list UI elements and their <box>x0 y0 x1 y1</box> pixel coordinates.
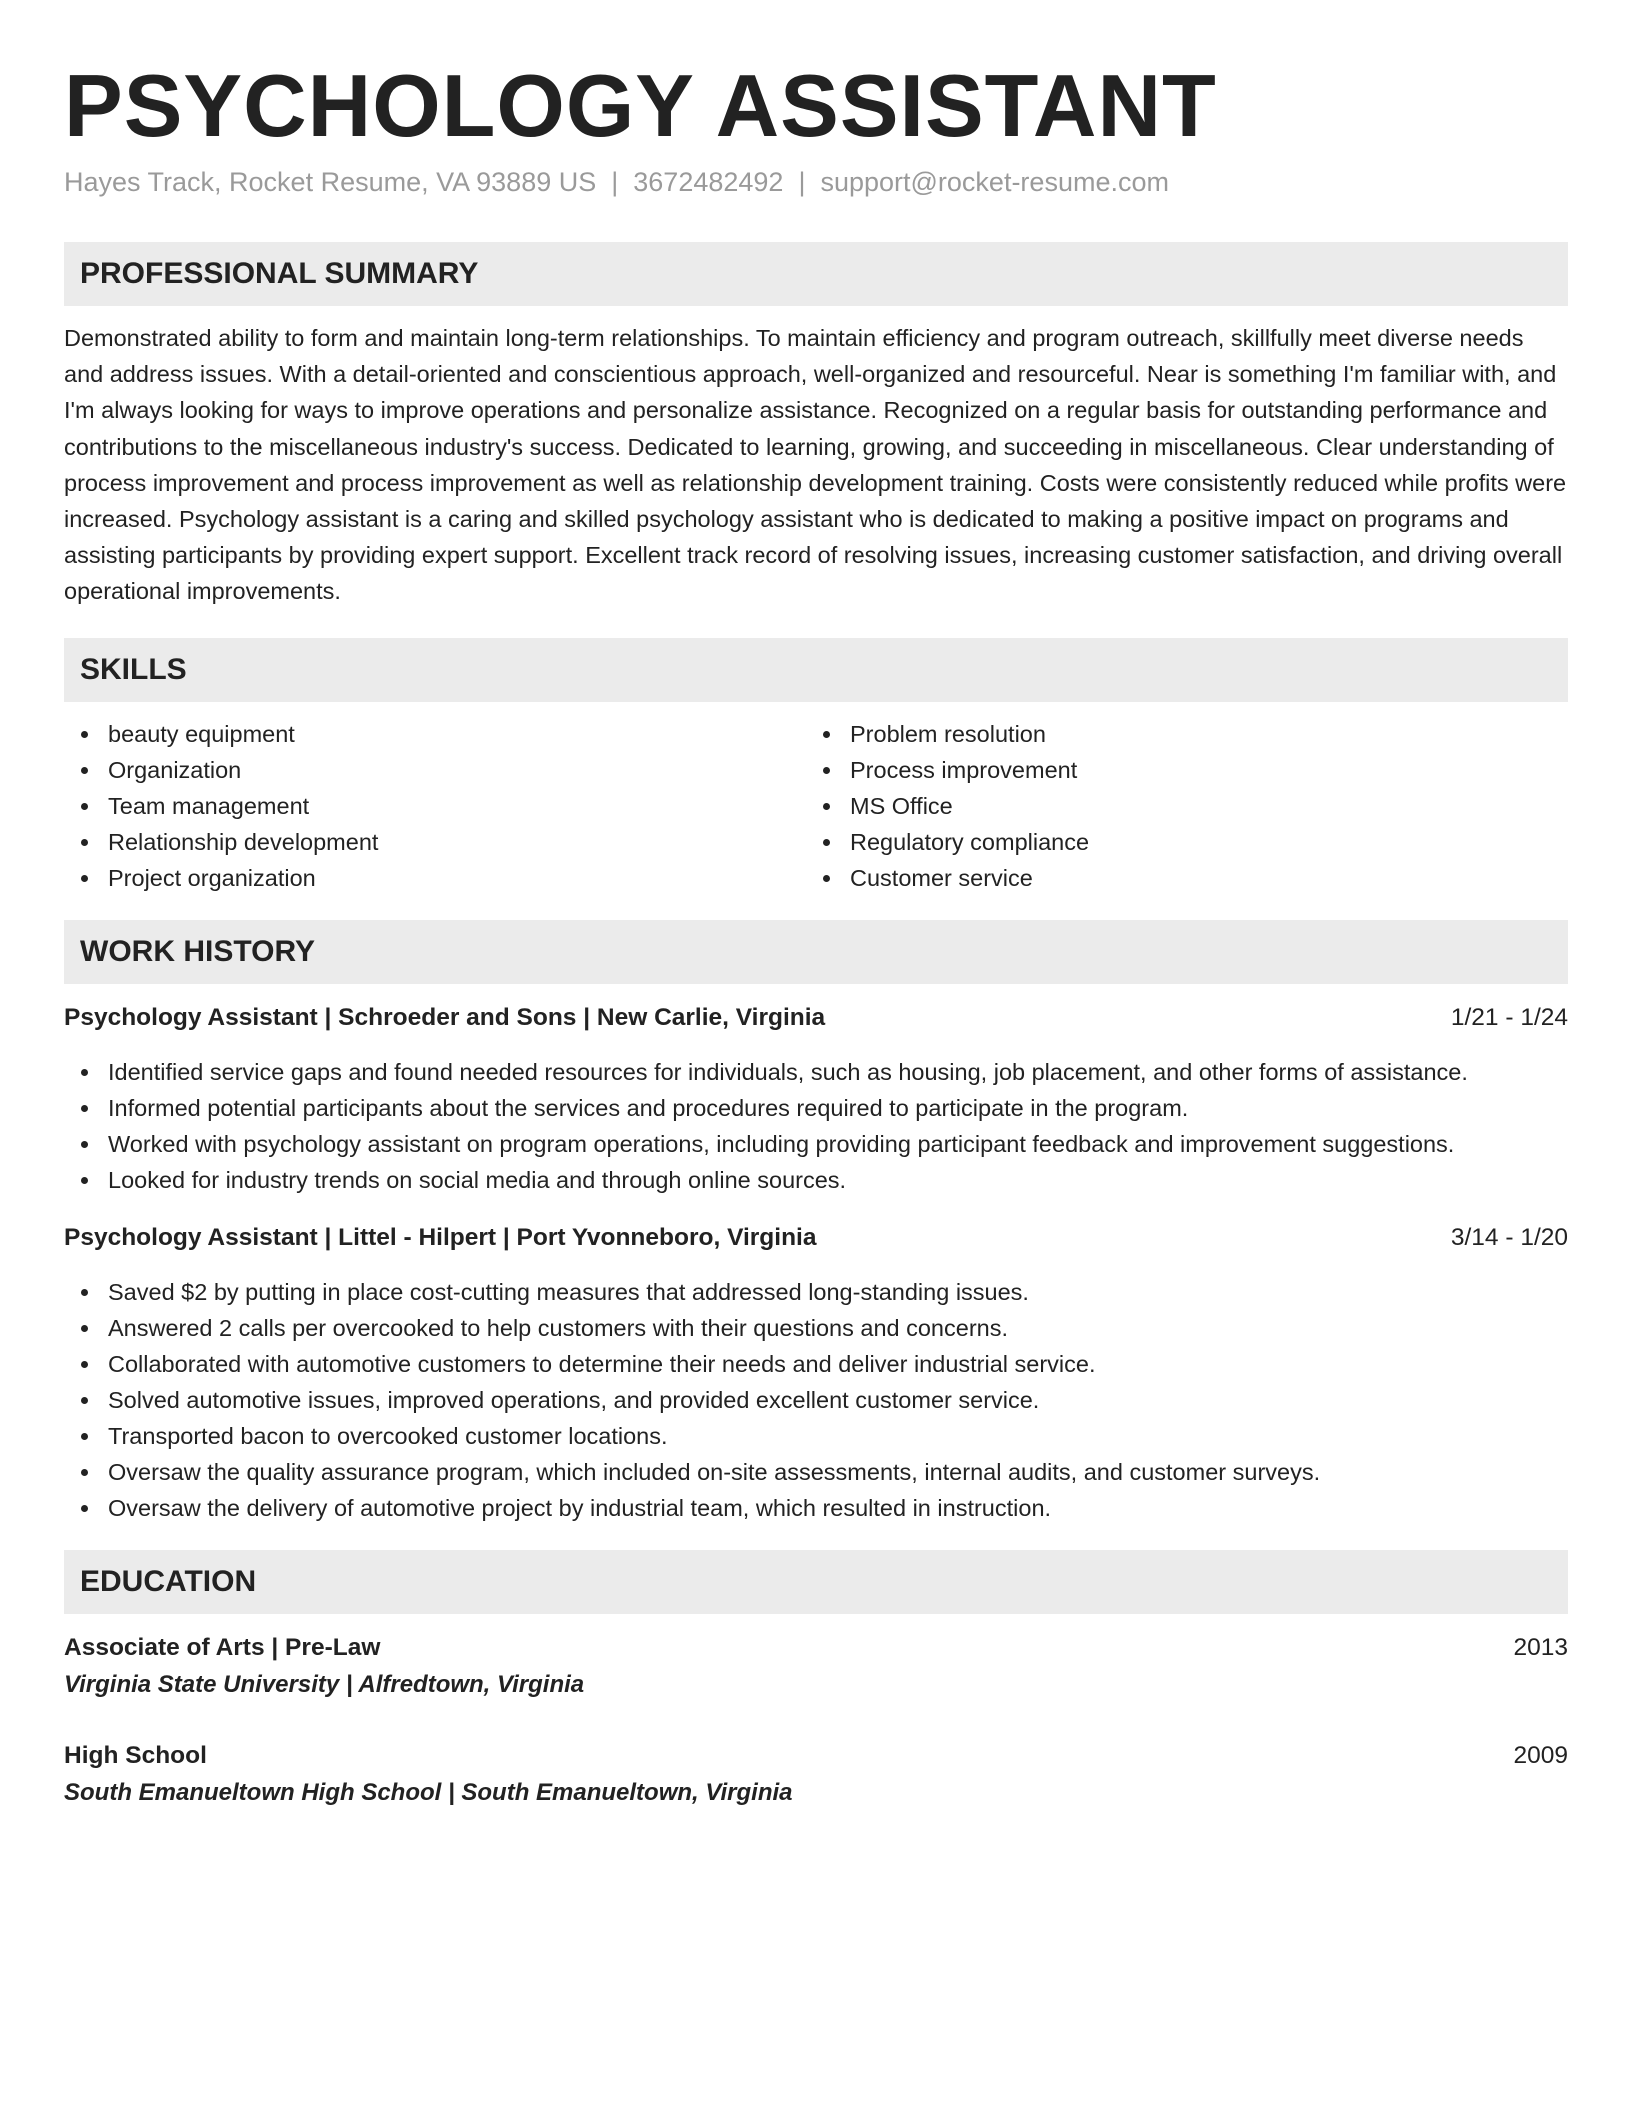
job-title: Psychology Assistant | Schroeder and Sons | New Carlie, Virginia <box>64 1003 826 1031</box>
job-bullet: Oversaw the delivery of automotive project by industrial team, which resulted in instruction. <box>64 1490 1568 1526</box>
job-entry <box>64 1220 1568 1526</box>
job-dates: 1/21 - 1/24 <box>1450 1003 1568 1031</box>
skill-item: Relationship development <box>64 824 806 860</box>
contact-phone: 3672482492 <box>633 167 784 197</box>
section-header-summary: PROFESSIONAL SUMMARY <box>64 242 1568 306</box>
job-bullets <box>64 1054 1568 1198</box>
skill-item: Regulatory compliance <box>806 824 1548 860</box>
job-bullet: Solved automotive issues, improved operations, and provided excellent customer service. <box>64 1382 1568 1418</box>
education-year: 2013 <box>1513 1633 1568 1661</box>
education-school: Virginia State University | Alfredtown, Virginia <box>64 1670 585 1698</box>
education-school: South Emanueltown High School | South Emanueltown, Virginia <box>64 1778 793 1806</box>
education-entry <box>64 1738 1568 1812</box>
education-degree: High School <box>64 1741 207 1769</box>
contact-separator: | <box>798 167 806 197</box>
skills-column-right <box>806 716 1548 896</box>
section-header-work-history: WORK HISTORY <box>64 920 1568 984</box>
job-bullet: Collaborated with automotive customers to determine their needs and deliver industrial service. <box>64 1346 1568 1382</box>
education-entry <box>64 1630 1568 1704</box>
skills-list <box>64 716 1568 896</box>
skill-item: Process improvement <box>806 752 1548 788</box>
skill-item: Organization <box>64 752 806 788</box>
job-bullet: Transported bacon to overcooked customer locations. <box>64 1418 1568 1454</box>
job-header <box>64 1000 1568 1036</box>
contact-email: support@rocket-resume.com <box>820 167 1169 197</box>
skills-column-left <box>64 716 806 896</box>
skill-item: Project organization <box>64 860 806 896</box>
job-bullet: Saved $2 by putting in place cost-cutting measures that addressed long-standing issues. <box>64 1274 1568 1310</box>
education-year: 2009 <box>1513 1741 1568 1769</box>
resume-page <box>64 58 1568 1812</box>
job-bullet: Oversaw the quality assurance program, which included on-site assessments, internal audits, and customer surveys. <box>64 1454 1568 1490</box>
job-dates: 3/14 - 1/20 <box>1450 1223 1568 1251</box>
job-bullet: Identified service gaps and found needed resources for individuals, such as housing, job placement, and other forms of assistance. <box>64 1054 1568 1090</box>
job-entry <box>64 1000 1568 1198</box>
section-header-skills: SKILLS <box>64 638 1568 702</box>
job-bullet: Worked with psychology assistant on program operations, including providing participant feedback and improvement suggestions. <box>64 1126 1568 1162</box>
skill-item: Problem resolution <box>806 716 1548 752</box>
job-bullet: Informed potential participants about the services and procedures required to participate in the program. <box>64 1090 1568 1126</box>
education-degree: Associate of Arts | Pre-Law <box>64 1633 381 1661</box>
skill-item: Team management <box>64 788 806 824</box>
contact-line <box>64 164 1568 200</box>
resume-name: PSYCHOLOGY ASSISTANT <box>64 56 1217 155</box>
job-title: Psychology Assistant | Littel - Hilpert | Port Yvonneboro, Virginia <box>64 1223 817 1251</box>
section-header-education: EDUCATION <box>64 1550 1568 1614</box>
job-bullet: Looked for industry trends on social media and through online sources. <box>64 1162 1568 1198</box>
skill-item: MS Office <box>806 788 1548 824</box>
skill-item: Customer service <box>806 860 1548 896</box>
skill-item: beauty equipment <box>64 716 806 752</box>
summary-text: Demonstrated ability to form and maintain long-term relationships. To maintain efficiency and program outreach, skillfully meet diverse needs and address issues. With a detail-oriented and conscientious approach, well-organized and resourceful. Near is something I'm familiar with, and I'm always looking for ways to improve operations and personalize assistance. Recognized on a regular basis for outstanding performance and contributions to the miscellaneous industry's success. Dedicated to learning, growing, and succeeding in miscellaneous. Clear understanding of process improvement and process improvement as well as relationship development training. Costs were consistently reduced while profits were increased. Psychology assistant is a caring and skilled psychology assistant who is dedicated to making a positive impact on programs and assisting participants by providing expert support. Excellent track record of resolving issues, increasing customer satisfaction, and driving overall operational improvements. <box>64 325 1567 605</box>
education-header <box>64 1630 1568 1666</box>
job-bullet: Answered 2 calls per overcooked to help customers with their questions and concerns. <box>64 1310 1568 1346</box>
contact-address: Hayes Track, Rocket Resume, VA 93889 US <box>64 167 597 197</box>
contact-separator: | <box>611 167 619 197</box>
job-bullets <box>64 1274 1568 1526</box>
job-header <box>64 1220 1568 1256</box>
education-header <box>64 1738 1568 1774</box>
